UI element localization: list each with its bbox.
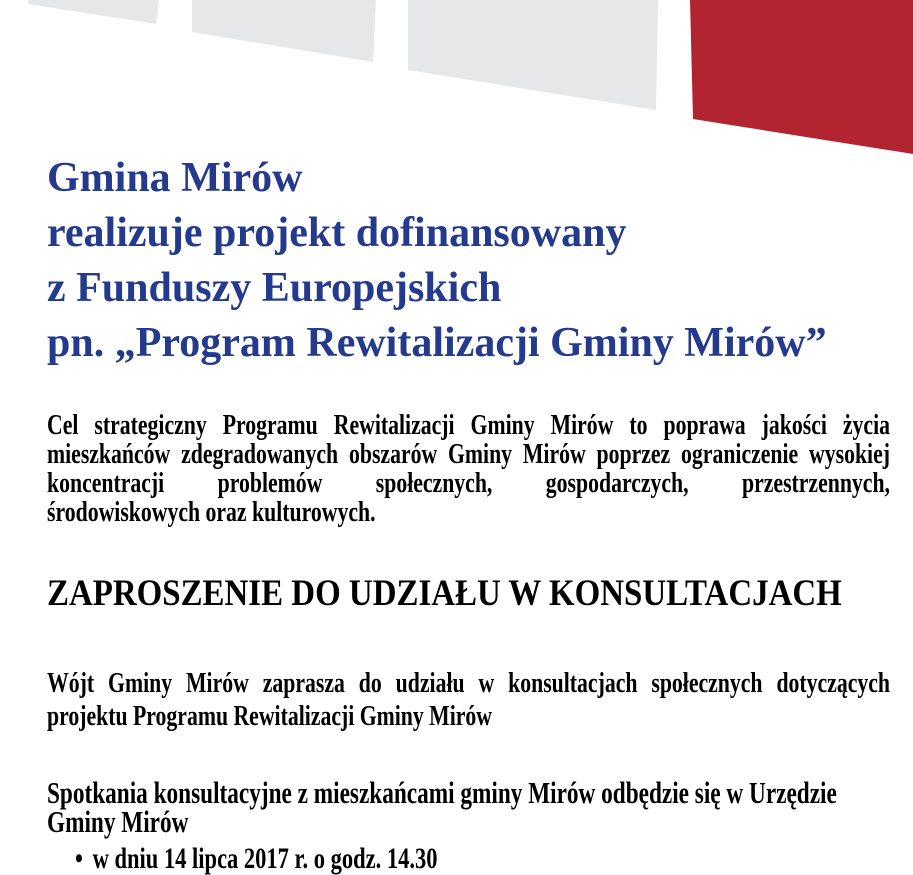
flag-stripe-gray-1-icon xyxy=(28,0,159,24)
bullet-dot-icon: • xyxy=(75,842,83,875)
flag-stripe-gray-2-icon xyxy=(192,0,376,62)
meeting-schedule-item xyxy=(75,844,855,873)
document-title xyxy=(47,151,827,371)
invitation-intro-paragraph xyxy=(47,667,913,733)
invitation-heading-text: ZAPROSZENIE DO UDZIAŁU W KONSULTACJACH xyxy=(47,573,842,614)
meeting-schedule-list xyxy=(75,844,913,873)
paragraph-line: Wójt Gminy Mirów zaprasza do udziału w konsultacjach społecznych dotyczących xyxy=(47,667,890,699)
title-line-4: pn. „Program Rewitalizacji Gminy Mirów” xyxy=(47,320,827,366)
title-line-1: Gmina Mirów xyxy=(47,155,303,201)
paragraph-line: Cel strategiczny Programu Rewitalizacji Gminy Mirów to poprawa jakości życia xyxy=(47,409,890,441)
header-flag-graphic xyxy=(0,0,913,160)
meetings-info-paragraph xyxy=(47,775,913,839)
paragraph-line: projektu Programu Rewitalizacji Gminy Mirów xyxy=(47,700,492,732)
paragraph-line: Spotkania konsultacyjne z mieszkańcami gminy Mirów odbędzie się w Urzędzie xyxy=(47,775,837,810)
flag-stripe-gray-3-icon xyxy=(408,0,658,110)
paragraph-line: środowiskowych oraz kulturowych. xyxy=(47,496,376,528)
paragraph-line: mieszkańców zdegradowanych obszarów Gminy Mirów poprzez ograniczenie wysokiej xyxy=(47,438,890,470)
flag-stripe-red-icon xyxy=(690,0,913,154)
invitation-heading xyxy=(47,574,913,614)
strategic-goal-paragraph xyxy=(47,411,913,527)
paragraph-line: koncentracji problemów społecznych, gospodarczych, przestrzennych, xyxy=(47,467,890,499)
title-line-3: z Funduszy Europejskich xyxy=(47,265,502,311)
title-line-2: realizuje projekt dofinansowany xyxy=(47,210,627,256)
meeting-date-text: w dniu 14 lipca 2017 r. o godz. 14.30 xyxy=(92,842,438,875)
paragraph-line: Gminy Mirów xyxy=(47,804,189,839)
